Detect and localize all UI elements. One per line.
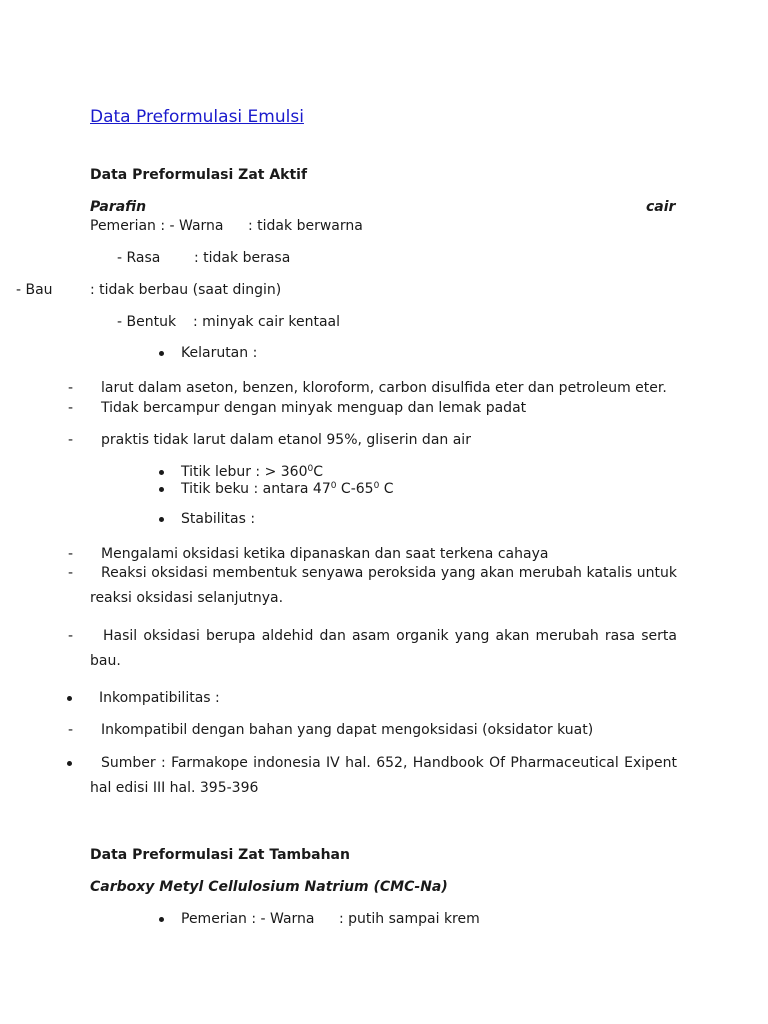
pemerian2-value: : putih sampai krem: [339, 911, 480, 927]
section-heading-active: Data Preformulasi Zat Aktif: [90, 167, 308, 183]
bullet-icon: [67, 761, 72, 766]
bullet-icon: [159, 917, 164, 922]
document-title[interactable]: Data Preformulasi Emulsi: [90, 107, 304, 127]
bullet-icon: [159, 487, 164, 492]
sumber-line: Sumber : Farmakope indonesia IV hal. 652, Handbook Of Pharmaceutical Exipent: [101, 755, 677, 771]
bau-value: : tidak berbau (saat dingin): [90, 282, 282, 298]
dash-marker: -: [68, 380, 74, 396]
bullet-icon: [159, 351, 164, 356]
inkompatibilitas-label: Inkompatibilitas :: [99, 690, 220, 706]
stabilitas-item: Hasil oksidasi berupa aldehid dan asam organik yang akan merubah rasa serta: [103, 628, 677, 644]
dash-marker: -: [68, 565, 74, 581]
stabilitas-item: Reaksi oksidasi membentuk senyawa peroksida yang akan merubah katalis untuk: [101, 565, 677, 581]
dash-marker: -: [68, 400, 74, 416]
dash-marker: -: [68, 628, 74, 644]
bullet-icon: [159, 470, 164, 475]
stabilitas-item-continued: reaksi oksidasi selanjutnya.: [90, 590, 284, 606]
kelarutan-item: praktis tidak larut dalam etanol 95%, gliserin dan air: [101, 432, 471, 448]
bentuk-value: : minyak cair kentaal: [193, 314, 340, 330]
sumber-line-continued: hal edisi III hal. 395-396: [90, 780, 259, 796]
rasa-value: : tidak berasa: [194, 250, 291, 266]
titik-lebur: Titik lebur : > $360^0C$: [181, 464, 324, 480]
stabilitas-item-continued: bau.: [90, 653, 121, 669]
dash-marker: -: [68, 546, 74, 562]
rasa-label: - Rasa: [117, 250, 161, 266]
stabilitas-item: Mengalami oksidasi ketika dipanaskan dan saat terkena cahaya: [101, 546, 549, 562]
stabilitas-label: Stabilitas :: [181, 511, 256, 527]
inkompatibilitas-item: Inkompatibil dengan bahan yang dapat mengoksidasi (oksidator kuat): [101, 722, 594, 738]
dash-marker: -: [68, 722, 74, 738]
substance-name: Parafin: [90, 199, 147, 215]
substance-name-2: Carboxy Metyl Cellulosium Natrium (CMC-Na): [90, 879, 448, 895]
pemerian-warna-label: Pemerian : - Warna: [90, 218, 224, 234]
bullet-icon: [159, 517, 164, 522]
pemerian2-label: Pemerian : - Warna: [181, 911, 315, 927]
bullet-icon: [67, 696, 72, 701]
kelarutan-item: Tidak bercampur dengan minyak menguap dan lemak padat: [101, 400, 527, 416]
bau-label: - Bau: [16, 282, 53, 298]
section-heading-tambahan: Data Preformulasi Zat Tambahan: [90, 847, 350, 863]
pemerian-warna-value: : tidak berwarna: [248, 218, 363, 234]
bentuk-label: - Bentuk: [117, 314, 177, 330]
titik-beku: Titik beku : antara $47^0$ $C-65^0$ C: [181, 481, 394, 497]
dash-marker: -: [68, 432, 74, 448]
kelarutan-item: larut dalam aseton, benzen, kloroform, carbon disulfida eter dan petroleum eter.: [101, 380, 667, 396]
kelarutan-label: Kelarutan :: [181, 345, 258, 361]
substance-name-suffix: cair: [646, 199, 676, 215]
